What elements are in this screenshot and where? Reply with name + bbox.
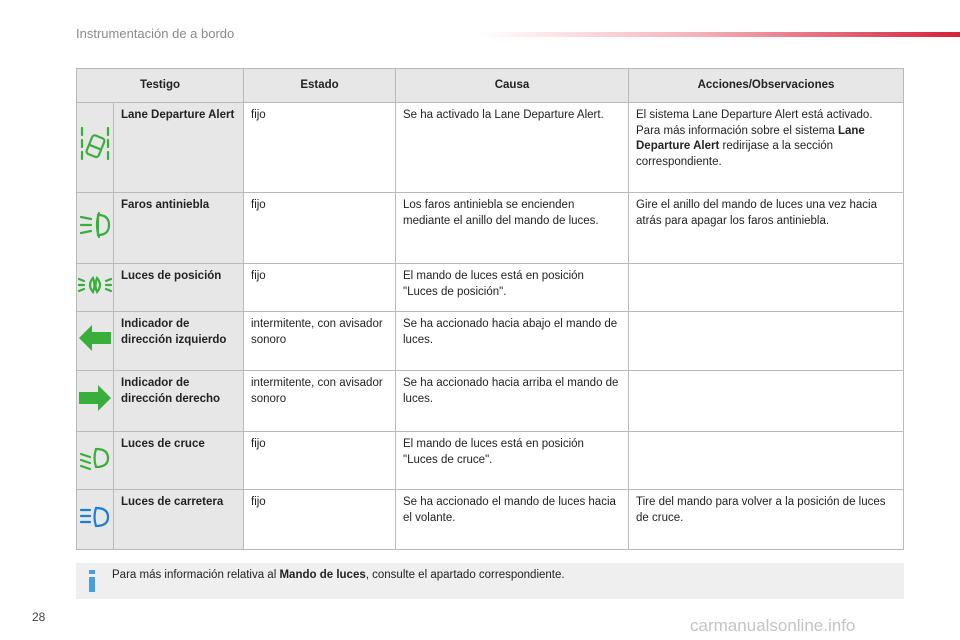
lane-departure-icon bbox=[78, 125, 112, 165]
indicator-icon-cell bbox=[77, 312, 114, 371]
table-row bbox=[77, 371, 904, 432]
indicator-cause: Se ha accionado hacia arriba el mando de luces. bbox=[396, 371, 629, 432]
arrow-left-icon bbox=[78, 324, 112, 352]
indicator-state: fijo bbox=[244, 103, 396, 193]
column-header-causa: Causa bbox=[396, 69, 629, 103]
watermark: carmanualsonline.info bbox=[690, 616, 856, 635]
indicator-action: Tire del mando para volver a la posición de luces de cruce. bbox=[629, 490, 904, 550]
indicator-action bbox=[629, 264, 904, 312]
indicator-cause: El mando de luces está en posición "Luces de posición". bbox=[396, 264, 629, 312]
indicator-name: Indicador de dirección izquierdo bbox=[114, 312, 244, 371]
indicator-action bbox=[629, 371, 904, 432]
high-beam-icon bbox=[78, 504, 112, 530]
indicator-name: Lane Departure Alert bbox=[114, 103, 244, 193]
indicator-state: fijo bbox=[244, 490, 396, 550]
indicator-action: El sistema Lane Departure Alert está activado. Para más información sobre el sistema Lane Departure Alert redirijase a la sección correspondiente. bbox=[629, 103, 904, 193]
position-lights-icon bbox=[77, 273, 113, 297]
indicator-cause: Se ha accionado hacia abajo el mando de luces. bbox=[396, 312, 629, 371]
indicator-icon-cell bbox=[77, 371, 114, 432]
table-row bbox=[77, 312, 904, 371]
low-beam-icon bbox=[78, 445, 112, 471]
indicator-name: Luces de carretera bbox=[114, 490, 244, 550]
arrow-right-icon bbox=[78, 384, 112, 412]
indicator-action: Gire el anillo del mando de luces una vez hacia atrás para apagar los faros antiniebla. bbox=[629, 193, 904, 264]
table-row bbox=[77, 193, 904, 264]
indicator-icon-cell bbox=[77, 103, 114, 193]
indicator-cause: Se ha accionado el mando de luces hacia el volante. bbox=[396, 490, 629, 550]
indicator-state: fijo bbox=[244, 432, 396, 490]
section-title: Instrumentación de a bordo bbox=[76, 26, 235, 41]
indicator-name: Luces de posición bbox=[114, 264, 244, 312]
info-note bbox=[76, 563, 904, 599]
indicator-name: Indicador de dirección derecho bbox=[114, 371, 244, 432]
indicator-cause: El mando de luces está en posición "Luces de cruce". bbox=[396, 432, 629, 490]
column-header-testigo: Testigo bbox=[77, 69, 244, 103]
table-row bbox=[77, 490, 904, 550]
indicator-name: Faros antiniebla bbox=[114, 193, 244, 264]
page-number: 28 bbox=[32, 610, 46, 624]
column-header-estado: Estado bbox=[244, 69, 396, 103]
table-row bbox=[77, 432, 904, 490]
indicator-action bbox=[629, 312, 904, 371]
info-icon bbox=[86, 569, 98, 593]
indicator-cause: Los faros antiniebla se encienden mediante el anillo del mando de luces. bbox=[396, 193, 629, 264]
indicator-state: fijo bbox=[244, 193, 396, 264]
indicator-state: intermitente, con avisador sonoro bbox=[244, 371, 396, 432]
table-row bbox=[77, 103, 904, 193]
table-row bbox=[77, 264, 904, 312]
warning-lights-table bbox=[76, 68, 904, 550]
indicator-icon-cell bbox=[77, 432, 114, 490]
fog-lights-icon bbox=[78, 210, 112, 240]
indicator-action bbox=[629, 432, 904, 490]
indicator-icon-cell bbox=[77, 264, 114, 312]
indicator-icon-cell bbox=[77, 490, 114, 550]
indicator-icon-cell bbox=[77, 193, 114, 264]
table-header-row bbox=[77, 69, 904, 103]
header-accent-bar bbox=[480, 32, 960, 37]
indicator-cause: Se ha activado la Lane Departure Alert. bbox=[396, 103, 629, 193]
column-header-acciones: Acciones/Observaciones bbox=[629, 69, 904, 103]
indicator-state: intermitente, con avisador sonoro bbox=[244, 312, 396, 371]
indicator-name: Luces de cruce bbox=[114, 432, 244, 490]
info-text: Para más información relativa al Mando de luces, consulte el apartado correspondiente. bbox=[112, 569, 565, 581]
indicator-state: fijo bbox=[244, 264, 396, 312]
